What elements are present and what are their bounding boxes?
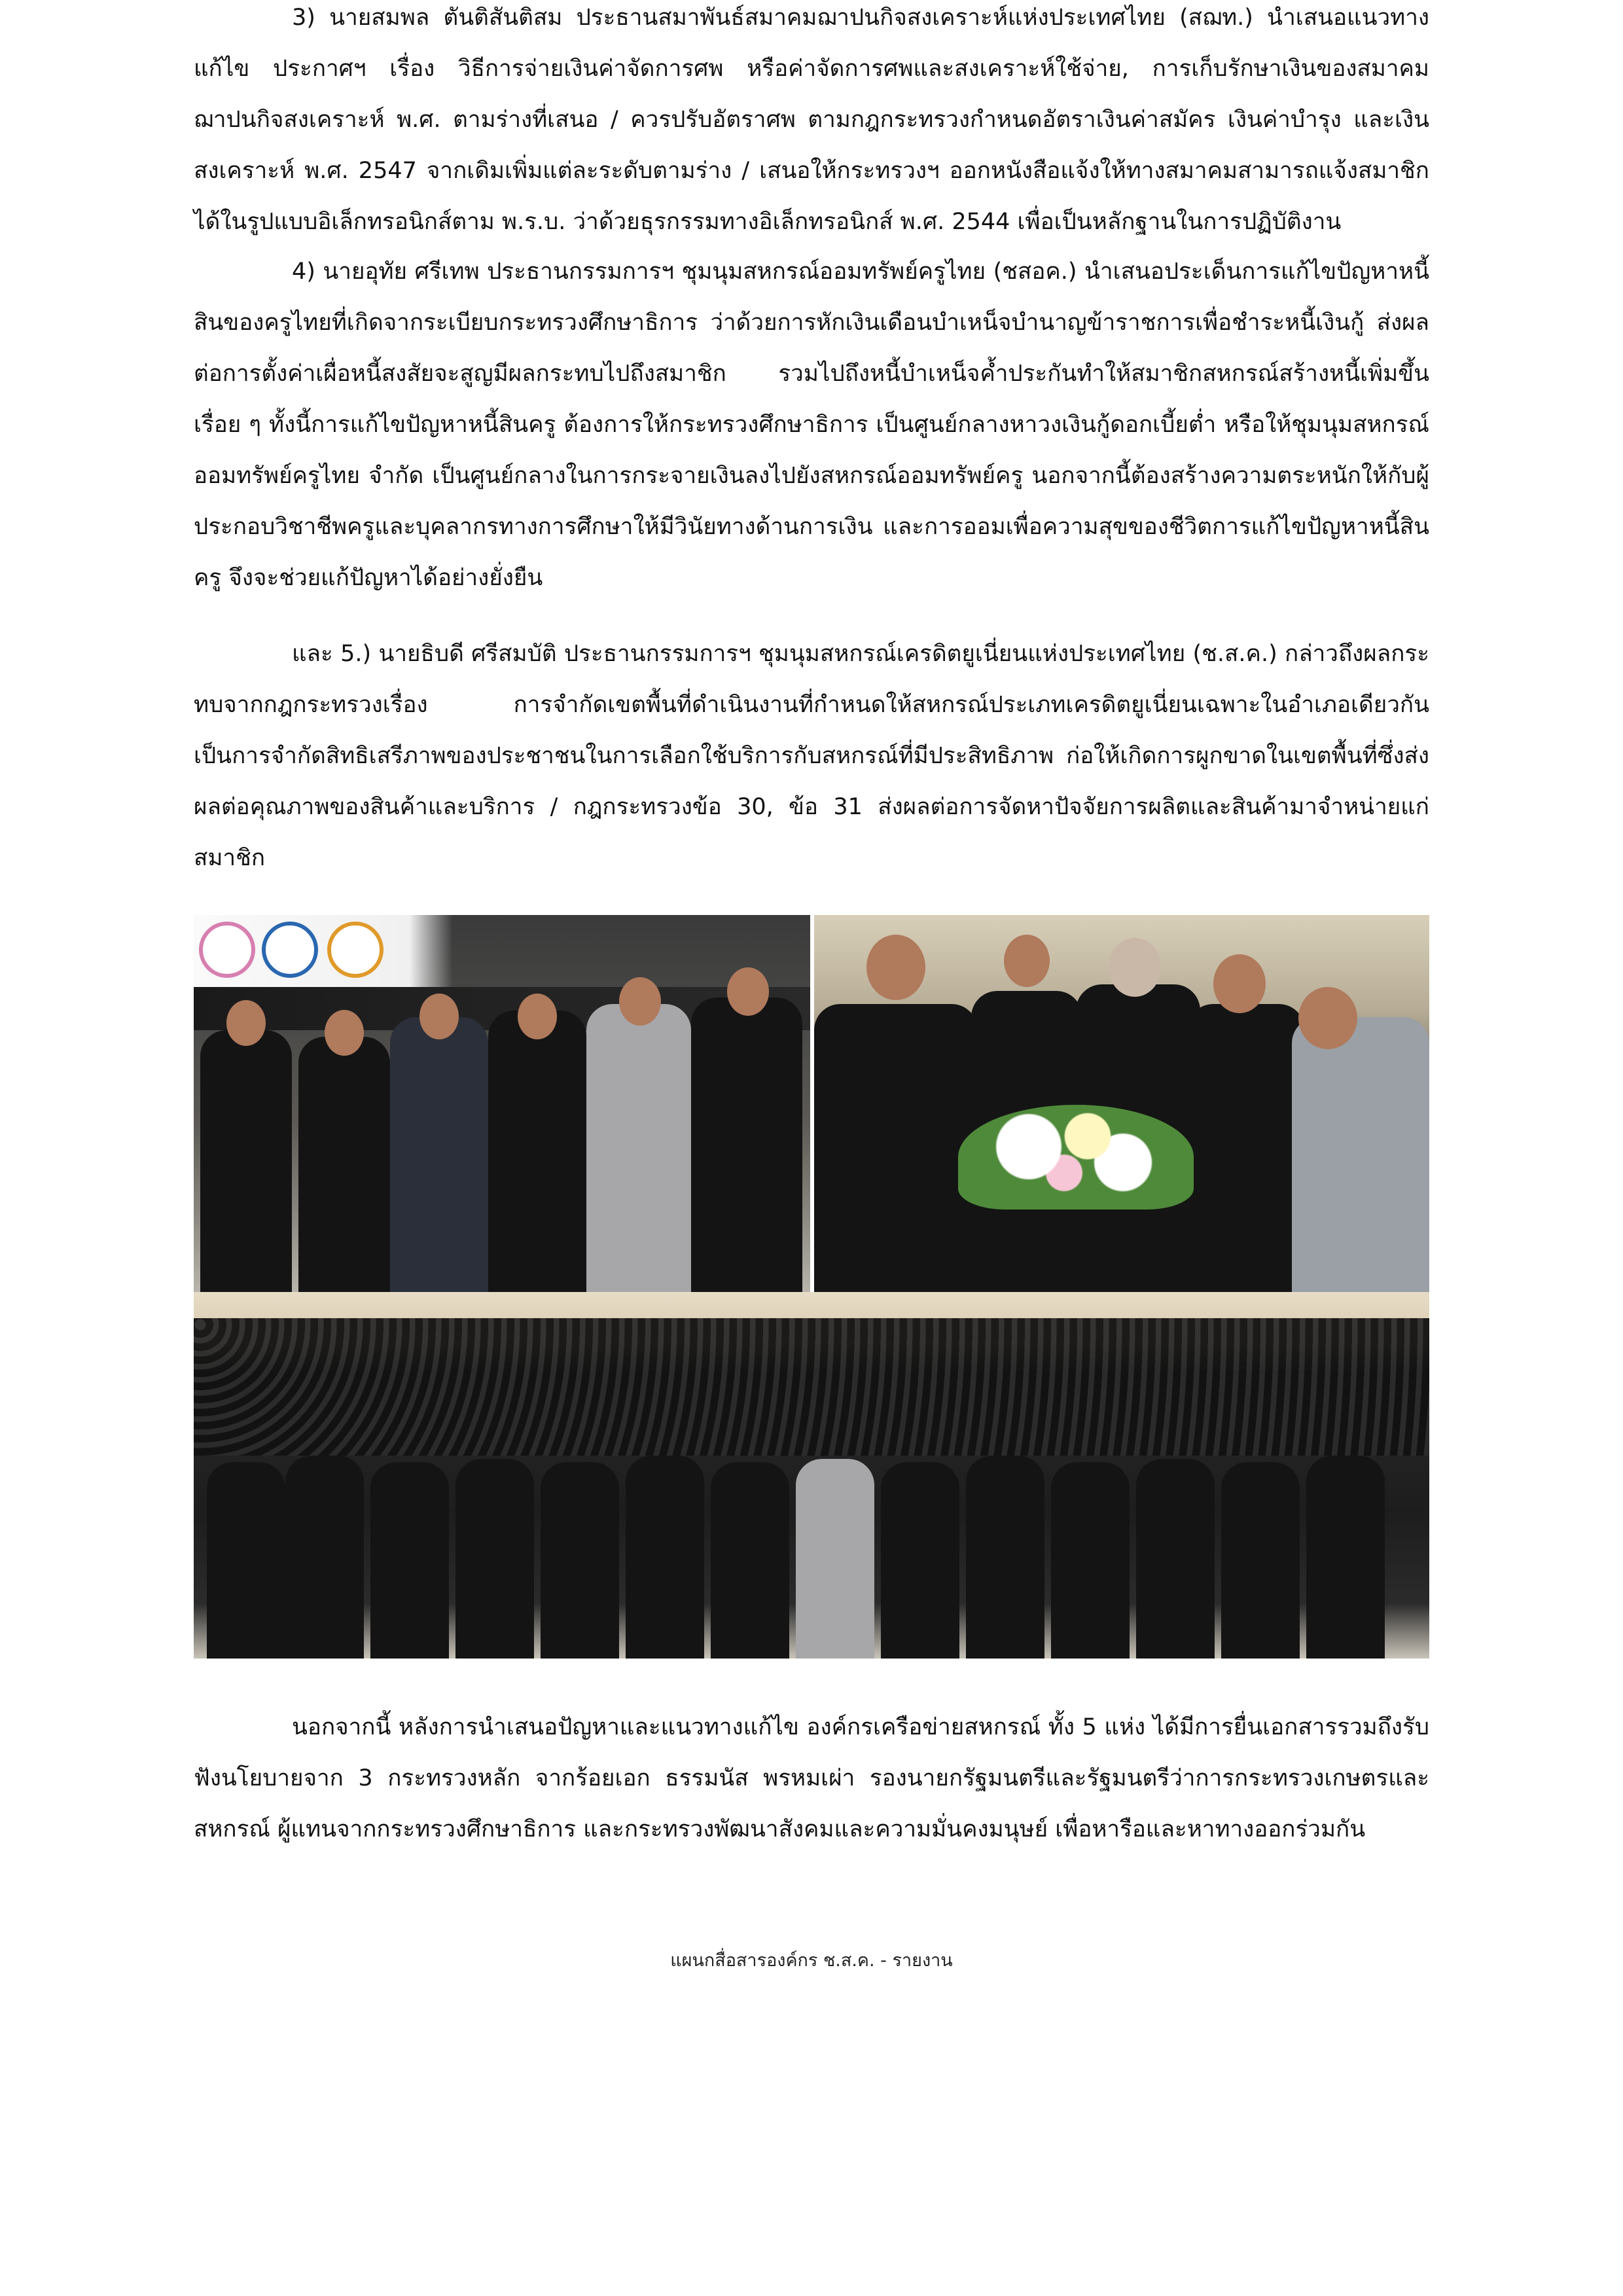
- paragraph-item-5: และ 5.) นายธิบดี ศรีสมบัติ ประธานกรรมการฯ ชุมนุมสหกรณ์เครดิตยูเนี่ยนแห่งประเทศไทย (ช.ส.ค.) กล่าวถึงผลกระทบจากกฎกระทรวงเรื่อง การจำกัดเขตพื้นที่ดำเนินงานที่กำหนดให้สหกรณ์ประเภทเครดิตยูเนี่ยนเฉพาะในอำเภอเดียวกัน เป็นการจำกัดสิทธิเสรีภาพของประชาชนในการเลือกใช้บริการกับสหกรณ์ที่มีประสิทธิภาพ ก่อให้เกิดการผูกขาดในเขตพื้นที่ซึ่งส่งผลต่อคุณภาพของสินค้าและบริการ / กฎกระทรวงข้อ 30, ข้อ 31 ส่งผลต่อการจัดหาปัจจัยการผลิตและสินค้ามาจำหน่ายแก่สมาชิก: [194, 641, 1429, 871]
- event-banner: [194, 915, 810, 987]
- logo-emblem: [262, 922, 318, 978]
- photo-audience-group: [194, 1292, 1429, 1659]
- photo-collage: [194, 915, 1429, 1659]
- photo-group-handover: [194, 915, 810, 1292]
- paragraph-closing: นอกจากนี้ หลังการนำเสนอปัญหาและแนวทางแก้ไข องค์กรเครือข่ายสหกรณ์ ทั้ง 5 แห่ง ได้มีการยื่นเอกสารรวมถึงรับฟังนโยบายจาก 3 กระทรวงหลัก จากร้อยเอก ธรรมนัส พรหมเผ่า รองนายกรัฐมนตรีและรัฐมนตรีว่าการกระทรวงเกษตรและสหกรณ์ ผู้แทนจากกระทรวงศึกษาธิการ และกระทรวงพัฒนาสังคมและความมั่นคงมนุษย์ เพื่อหารือและหาทางออกร่วมกัน: [194, 1714, 1429, 1842]
- logo-emblem: [327, 922, 383, 978]
- paragraph-item-3: 3) นายสมพล ตันติสันติสม ประธานสมาพันธ์สมาคมฌาปนกิจสงเคราะห์แห่งประเทศไทย (สฌท.) นำเสนอแนวทางแก้ไข ประกาศฯ เรื่อง วิธีการจ่ายเงินค่าจัดการศพ หรือค่าจัดการศพและสงเคราะห์ใช้จ่าย, การเก็บรักษาเงินของสมาคมฌาปนกิจสงเคราะห์ พ.ศ. ตามร่างที่เสนอ / ควรปรับอัตราศพ ตามกฎกระทรวงกำหนดอัตราเงินค่าสมัคร เงินค่าบำรุง และเงินสงเคราะห์ พ.ศ. 2547 จากเดิมเพิ่มแต่ละระดับตามร่าง / เสนอให้กระทรวงฯ ออกหนังสือแจ้งให้ทางสมาคมสามารถแจ้งสมาชิกได้ในรูปแบบอิเล็กทรอนิกส์ตาม พ.ร.บ. ว่าด้วยธุรกรรมทางอิเล็กทรอนิกส์ พ.ศ. 2544 เพื่อเป็นหลักฐานในการปฏิบัติงาน: [194, 5, 1429, 235]
- flower-arrangement: [958, 1105, 1194, 1210]
- report-credit: แผนกสื่อสารองค์กร ช.ส.ค. - รายงาน: [670, 1950, 953, 1971]
- paragraph-item-4: 4) นายอุทัย ศรีเทพ ประธานกรรมการฯ ชุมนุมสหกรณ์ออมทรัพย์ครูไทย (ชสอค.) นำเสนอประเด็นการแก้ไขปัญหาหนี้สินของครูไทยที่เกิดจากระเบียบกระทรวงศึกษาธิการ ว่าด้วยการหักเงินเดือนบำเหน็จบำนาญข้าราชการเพื่อชำระหนี้เงินกู้ ส่งผลต่อการตั้งค่าเผื่อหนี้สงสัยจะสูญมีผลกระทบไปถึงสมาชิก รวมไปถึงหนี้บำเหน็จค้ำประกันทำให้สมาชิกสหกรณ์สร้างหนี้เพิ่มขึ้นเรื่อย ๆ ทั้งนี้การแก้ไขปัญหาหนี้สินครู ต้องการให้กระทรวงศึกษาธิการ เป็นศูนย์กลางหาวงเงินกู้ดอกเบี้ยต่ำ หรือให้ชุมนุมสหกรณ์ออมทรัพย์ครูไทย จำกัด เป็นศูนย์กลางในการกระจายเงินลงไปยังสหกรณ์ออมทรัพย์ครู นอกจากนี้ต้องสร้างความตระหนักให้กับผู้ประกอบวิชาชีพครูและบุคลากรทางการศึกษาให้มีวินัยทางด้านการเงิน และการออมเพื่อความสุขของชีวิตการแก้ไขปัญหาหนี้สินครู จึงจะช่วยแก้ปัญหาได้อย่างยั่งยืน: [194, 259, 1429, 591]
- logo-emblem: [199, 922, 255, 978]
- photo-podium-speech: [814, 915, 1429, 1292]
